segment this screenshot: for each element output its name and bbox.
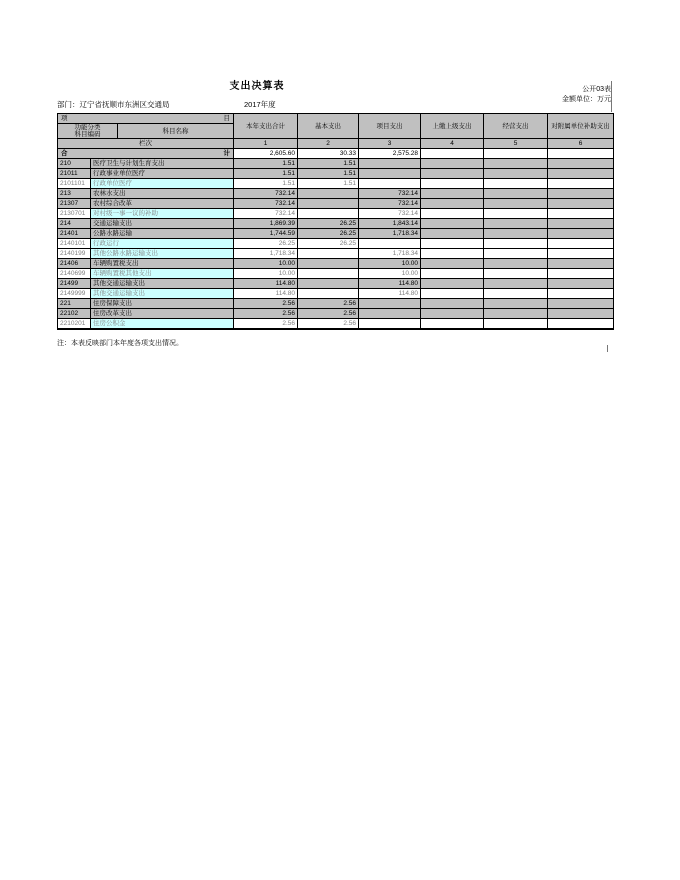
- lanci-number: 3: [359, 139, 421, 149]
- row-value: [548, 279, 614, 289]
- row-value: [359, 319, 421, 329]
- row-name: 农林水支出: [91, 189, 234, 199]
- row-value: [359, 179, 421, 189]
- row-value: 26.25: [298, 239, 359, 249]
- row-value: 26.25: [298, 229, 359, 239]
- row-name: 行政单位医疗: [91, 179, 234, 189]
- row-value: [298, 189, 359, 199]
- table-row: [58, 169, 614, 179]
- total-row: [58, 149, 614, 159]
- row-value: [484, 289, 548, 299]
- row-code: 2149999: [58, 289, 91, 299]
- row-code: 21406: [58, 259, 91, 269]
- row-value: 10.00: [234, 269, 298, 279]
- column-header-subsidy: 对附属单位补助支出: [548, 114, 614, 139]
- lanci-row: [58, 139, 614, 149]
- row-value: 114.80: [359, 279, 421, 289]
- total-value: [484, 149, 548, 159]
- row-value: 732.14: [359, 209, 421, 219]
- row-value: 732.14: [234, 189, 298, 199]
- row-value: 1,869.39: [234, 219, 298, 229]
- row-name: 其他交通运输支出: [91, 289, 234, 299]
- row-value: [484, 159, 548, 169]
- row-name: 其他交通运输支出: [91, 279, 234, 289]
- table-row: [58, 199, 614, 209]
- row-value: [421, 309, 484, 319]
- row-value: [484, 199, 548, 209]
- row-value: [484, 219, 548, 229]
- row-value: [484, 309, 548, 319]
- note-text: 注：本表反映部门本年度各项支出情况。: [57, 340, 183, 347]
- row-value: 10.00: [359, 259, 421, 269]
- row-value: 1.51: [234, 159, 298, 169]
- corner-band-cell: [58, 114, 234, 124]
- row-value: [548, 269, 614, 279]
- row-value: 10.00: [234, 259, 298, 269]
- row-name: 医疗卫生与计划生育支出: [91, 159, 234, 169]
- row-value: [484, 189, 548, 199]
- lanci-number: 6: [548, 139, 614, 149]
- row-code: 21401: [58, 229, 91, 239]
- row-code: 21499: [58, 279, 91, 289]
- row-name: 车辆购置税其他支出: [91, 269, 234, 279]
- code-header-line1: 功能分类: [74, 124, 101, 131]
- table-row: [58, 299, 614, 309]
- row-value: [548, 319, 614, 329]
- lanci-number: 5: [484, 139, 548, 149]
- row-value: 732.14: [234, 199, 298, 209]
- row-code: 2101101: [58, 179, 91, 189]
- row-value: 2.56: [298, 309, 359, 319]
- row-value: [421, 179, 484, 189]
- name-column-header: 科目名称: [118, 124, 234, 139]
- row-name: 农村综合改革: [91, 199, 234, 209]
- row-value: [421, 159, 484, 169]
- corner-label-right: 目: [223, 114, 231, 122]
- row-value: 1,718.34: [359, 249, 421, 259]
- row-value: 2.56: [234, 299, 298, 309]
- row-value: [548, 209, 614, 219]
- row-value: [484, 209, 548, 219]
- row-name: 交通运输支出: [91, 219, 234, 229]
- row-name: 其他公路水路运输支出: [91, 249, 234, 259]
- lanci-number: 1: [234, 139, 298, 149]
- row-value: [484, 249, 548, 259]
- lanci-number: 4: [421, 139, 484, 149]
- row-value: 2.56: [298, 319, 359, 329]
- row-code: 2140101: [58, 239, 91, 249]
- row-code: 2140199: [58, 249, 91, 259]
- table-row: [58, 289, 614, 299]
- row-value: 2.56: [298, 299, 359, 309]
- row-value: 26.25: [298, 219, 359, 229]
- table-row: [58, 179, 614, 189]
- row-value: 10.00: [359, 269, 421, 279]
- table-row: [58, 269, 614, 279]
- row-value: [548, 239, 614, 249]
- total-label-left: 合: [61, 150, 68, 158]
- row-value: [298, 279, 359, 289]
- table-row: [58, 249, 614, 259]
- row-name: 公路水路运输: [91, 229, 234, 239]
- row-value: [548, 159, 614, 169]
- table-row: [58, 219, 614, 229]
- code-column-header: [58, 124, 118, 139]
- row-value: 732.14: [359, 189, 421, 199]
- row-value: [548, 309, 614, 319]
- row-value: [421, 239, 484, 249]
- row-code: 21011: [58, 169, 91, 179]
- code-header-line2: 科目编码: [74, 131, 101, 139]
- row-value: [548, 199, 614, 209]
- table-row: [58, 309, 614, 319]
- row-value: [421, 269, 484, 279]
- row-value: [421, 279, 484, 289]
- row-name: 行政事业单位医疗: [91, 169, 234, 179]
- row-value: [359, 309, 421, 319]
- row-value: [484, 299, 548, 309]
- total-value: [421, 149, 484, 159]
- row-value: 1,718.34: [359, 229, 421, 239]
- row-value: [548, 169, 614, 179]
- row-value: [298, 199, 359, 209]
- total-value: 30.33: [298, 149, 359, 159]
- row-value: [548, 259, 614, 269]
- row-value: 2.56: [234, 309, 298, 319]
- row-value: 1.51: [234, 169, 298, 179]
- total-value: 2,575.28: [359, 149, 421, 159]
- page-break-line: [611, 81, 612, 112]
- header-band-row: [58, 114, 614, 124]
- row-value: [421, 319, 484, 329]
- table-row: [58, 259, 614, 269]
- row-value: [298, 209, 359, 219]
- total-label-right: 计: [223, 150, 231, 158]
- row-value: [548, 299, 614, 309]
- row-value: [484, 269, 548, 279]
- fiscal-year-label: 2017年度: [244, 100, 276, 109]
- table-row: [58, 159, 614, 169]
- row-value: [548, 289, 614, 299]
- row-value: [421, 259, 484, 269]
- row-value: 732.14: [359, 199, 421, 209]
- row-value: [484, 229, 548, 239]
- row-value: 1.51: [298, 159, 359, 169]
- amount-unit-label: 金额单位：万元: [562, 96, 611, 103]
- column-header-project: 项目支出: [359, 114, 421, 139]
- corner-label-left: 项: [61, 114, 68, 122]
- table-body: [58, 159, 614, 329]
- row-code: 210: [58, 159, 91, 169]
- row-value: [359, 239, 421, 249]
- row-value: 114.80: [359, 289, 421, 299]
- total-label-cell: [58, 149, 234, 159]
- row-value: 1,744.59: [234, 229, 298, 239]
- row-name: 行政运行: [91, 239, 234, 249]
- row-code: 21307: [58, 199, 91, 209]
- row-value: [484, 169, 548, 179]
- row-name: 车辆购置税支出: [91, 259, 234, 269]
- row-value: [548, 249, 614, 259]
- row-value: 114.80: [234, 279, 298, 289]
- sheet-code-label: 公开03表: [582, 86, 611, 93]
- lanci-number: 2: [298, 139, 359, 149]
- row-value: 1,843.14: [359, 219, 421, 229]
- row-code: 214: [58, 219, 91, 229]
- row-value: [484, 279, 548, 289]
- row-name: 住房改革支出: [91, 309, 234, 319]
- row-value: [421, 209, 484, 219]
- page-title: 支出决算表: [229, 81, 285, 92]
- column-header-upward: 上缴上级支出: [421, 114, 484, 139]
- row-value: [484, 319, 548, 329]
- row-value: 114.80: [234, 289, 298, 299]
- total-value: [548, 149, 614, 159]
- page-break-tick: [607, 345, 608, 352]
- total-value: 2,605.60: [234, 149, 298, 159]
- table-row: [58, 209, 614, 219]
- row-value: [421, 289, 484, 299]
- row-code: 2140699: [58, 269, 91, 279]
- row-name: 对村级一事一议的补助: [91, 209, 234, 219]
- row-value: [484, 179, 548, 189]
- row-value: [298, 289, 359, 299]
- column-header-basic: 基本支出: [298, 114, 359, 139]
- expenditure-table: [57, 113, 614, 330]
- column-header-total: 本年支出合计: [234, 114, 298, 139]
- row-code: 2130701: [58, 209, 91, 219]
- lanci-label-cell: 栏次: [58, 139, 234, 149]
- row-value: [421, 249, 484, 259]
- row-value: [421, 229, 484, 239]
- row-value: 732.14: [234, 209, 298, 219]
- table-row: [58, 239, 614, 249]
- row-value: [421, 199, 484, 209]
- row-value: [421, 189, 484, 199]
- row-value: [359, 169, 421, 179]
- row-name: 住房公积金: [91, 319, 234, 329]
- row-code: 22102: [58, 309, 91, 319]
- row-value: [548, 219, 614, 229]
- table-row: [58, 229, 614, 239]
- row-value: 2.56: [234, 319, 298, 329]
- row-value: 1,718.34: [234, 249, 298, 259]
- row-value: [298, 269, 359, 279]
- row-value: 26.25: [234, 239, 298, 249]
- row-value: [421, 219, 484, 229]
- row-value: [359, 299, 421, 309]
- row-value: [484, 259, 548, 269]
- row-value: 1.51: [298, 169, 359, 179]
- row-value: [484, 239, 548, 249]
- table-row: [58, 189, 614, 199]
- row-value: [298, 249, 359, 259]
- department-label: 部门：辽宁省抚顺市东洲区交通局: [57, 100, 170, 109]
- row-value: [359, 159, 421, 169]
- row-value: [421, 169, 484, 179]
- row-value: [421, 299, 484, 309]
- row-value: 1.51: [298, 179, 359, 189]
- row-name: 住房保障支出: [91, 299, 234, 309]
- row-code: 221: [58, 299, 91, 309]
- row-value: [548, 189, 614, 199]
- row-value: [548, 179, 614, 189]
- row-value: [548, 229, 614, 239]
- row-value: 1.51: [234, 179, 298, 189]
- table-row: [58, 319, 614, 329]
- row-value: [298, 259, 359, 269]
- row-code: 213: [58, 189, 91, 199]
- column-header-operating: 经营支出: [484, 114, 548, 139]
- table-row: [58, 279, 614, 289]
- row-code: 2210201: [58, 319, 91, 329]
